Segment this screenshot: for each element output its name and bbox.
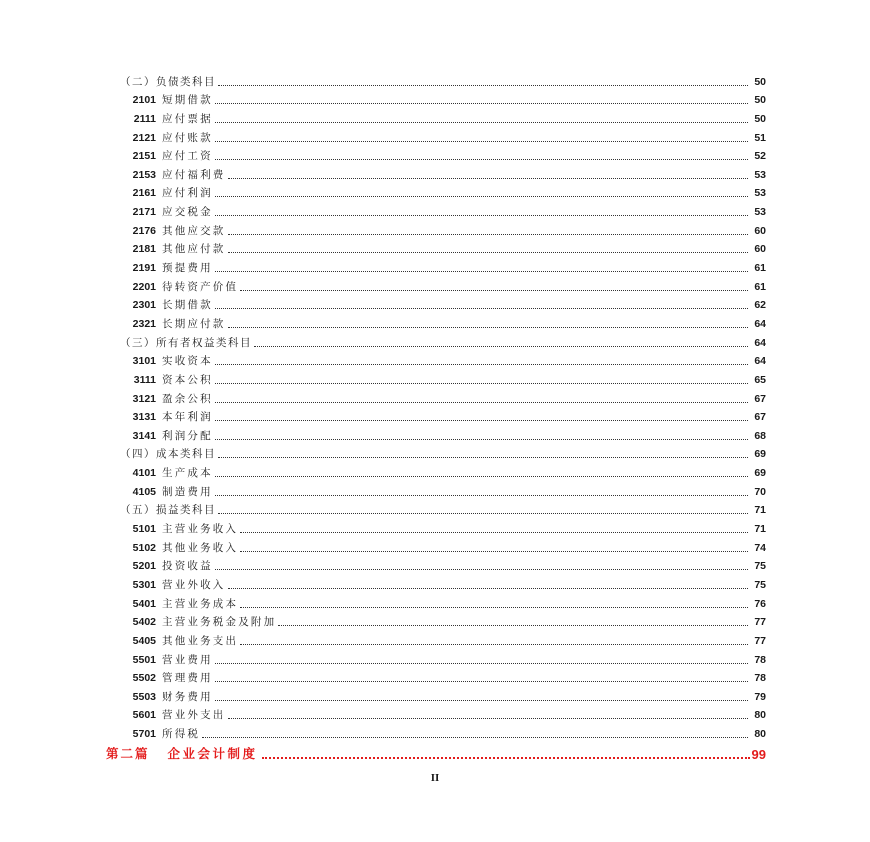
entry-title: 其他业务收入 [162, 541, 239, 554]
entry-title: 盈余公积 [162, 392, 213, 405]
account-code: 2301 [132, 299, 156, 312]
entry-title: （五）损益类科目 [120, 504, 216, 517]
entry-title: 短期借款 [162, 94, 213, 107]
account-code: 5503 [132, 690, 156, 703]
toc-section-entry[interactable] [120, 330, 766, 349]
entry-title: 生产成本 [162, 467, 213, 480]
account-code: 5201 [132, 560, 156, 573]
entry-title: 长期借款 [162, 299, 213, 312]
dot-leader [215, 382, 748, 384]
account-code: 4101 [132, 467, 156, 480]
entry-page-number: 77 [754, 634, 766, 647]
toc-section-entry[interactable] [120, 69, 766, 88]
dot-leader [215, 438, 748, 440]
entry-page-number: 53 [754, 168, 766, 181]
entry-title: 本年利润 [162, 411, 213, 424]
chapter-label: 第二篇 [106, 746, 150, 761]
account-code: 3121 [132, 392, 156, 405]
account-code: 5701 [132, 728, 156, 741]
entry-title: 应交税金 [162, 206, 213, 219]
dot-leader [215, 363, 748, 365]
account-code: 5402 [132, 616, 156, 629]
account-code: 5405 [132, 634, 156, 647]
entry-title: 投资收益 [162, 560, 213, 573]
account-code: 3101 [132, 355, 156, 368]
dot-leader [240, 550, 748, 552]
entry-page-number: 64 [754, 336, 766, 349]
account-code: 5502 [132, 672, 156, 685]
entry-page-number: 76 [754, 597, 766, 610]
dot-leader [215, 270, 748, 272]
account-code: 2171 [132, 206, 156, 219]
dot-leader [215, 140, 748, 142]
account-code: 2321 [132, 317, 156, 330]
dot-leader [254, 345, 748, 347]
toc-entry[interactable] [120, 610, 766, 629]
entry-page-number: 80 [754, 709, 766, 722]
entry-page-number: 69 [754, 448, 766, 461]
entry-page-number: 61 [754, 280, 766, 293]
account-code: 5301 [132, 578, 156, 591]
toc-entry[interactable] [120, 255, 766, 274]
toc-entry[interactable] [120, 572, 766, 591]
account-code: 5401 [132, 597, 156, 610]
toc-entry[interactable] [120, 144, 766, 163]
entry-page-number: 71 [754, 504, 766, 517]
dot-leader [215, 699, 748, 701]
account-code: 2161 [132, 187, 156, 200]
account-code: 5601 [132, 709, 156, 722]
entry-title: 其他应交款 [162, 224, 226, 237]
dot-leader [240, 606, 748, 608]
dot-leader [218, 84, 748, 86]
account-code: 5101 [132, 523, 156, 536]
toc-entry[interactable] [120, 274, 766, 293]
entry-title: 财务费用 [162, 690, 213, 703]
entry-page-number: 53 [754, 187, 766, 200]
entry-page-number: 50 [754, 94, 766, 107]
dot-leader [262, 756, 750, 759]
toc-entry[interactable] [120, 535, 766, 554]
dot-leader [215, 214, 748, 216]
entry-title: 主营业务税金及附加 [162, 616, 277, 629]
entry-page-number: 67 [754, 411, 766, 424]
dot-leader [215, 102, 748, 104]
entry-title: 预提费用 [162, 262, 213, 275]
entry-page-number: 74 [754, 541, 766, 554]
toc-section-entry[interactable] [120, 442, 766, 461]
toc-entry[interactable] [120, 721, 766, 740]
entry-title: 资本公积 [162, 373, 213, 386]
entry-page-number: 64 [754, 355, 766, 368]
entry-page-number: 78 [754, 653, 766, 666]
entry-page-number: 79 [754, 690, 766, 703]
entry-page-number: 50 [754, 112, 766, 125]
dot-leader [228, 717, 749, 719]
toc-entry[interactable] [120, 423, 766, 442]
toc-entry[interactable] [120, 367, 766, 386]
entry-page-number: 80 [754, 728, 766, 741]
toc-section-entry[interactable] [120, 498, 766, 517]
toc-entry[interactable] [120, 460, 766, 479]
entry-page-number: 78 [754, 672, 766, 685]
dot-leader [215, 158, 748, 160]
entry-title: 长期应付款 [162, 317, 226, 330]
entry-page-number: 52 [754, 150, 766, 163]
entry-title: 应付利润 [162, 187, 213, 200]
entry-title: 营业外支出 [162, 709, 226, 722]
account-code: 2201 [132, 280, 156, 293]
entry-title: 应付票据 [162, 112, 213, 125]
toc-entry[interactable] [120, 106, 766, 125]
dot-leader [215, 568, 748, 570]
account-code: 5501 [132, 653, 156, 666]
dot-leader [228, 233, 749, 235]
dot-leader [215, 121, 748, 123]
chapter-entry[interactable] [106, 744, 766, 762]
entry-page-number: 53 [754, 206, 766, 219]
toc-entry[interactable] [120, 311, 766, 330]
toc-entry[interactable] [120, 554, 766, 573]
dot-leader [240, 289, 748, 291]
toc-entry[interactable] [120, 647, 766, 666]
entry-page-number: 60 [754, 224, 766, 237]
account-code: 2101 [132, 94, 156, 107]
account-code: 2191 [132, 262, 156, 275]
dot-leader [215, 307, 748, 309]
entry-page-number: 61 [754, 262, 766, 275]
entry-title: （三）所有者权益类科目 [120, 336, 252, 349]
account-code: 3111 [133, 373, 156, 386]
entry-title: 利润分配 [162, 429, 213, 442]
entry-title: （四）成本类科目 [120, 448, 216, 461]
entry-title: （二）负债类科目 [120, 75, 216, 88]
account-code: 2153 [132, 168, 156, 181]
entry-page-number: 64 [754, 317, 766, 330]
entry-page-number: 70 [754, 485, 766, 498]
entry-page-number: 51 [754, 131, 766, 144]
dot-leader [215, 662, 748, 664]
toc-entry[interactable] [120, 162, 766, 181]
toc-entry[interactable] [120, 293, 766, 312]
account-code: 3131 [132, 411, 156, 424]
entry-page-number: 62 [754, 299, 766, 312]
toc-entry[interactable] [120, 591, 766, 610]
entry-title: 主营业务收入 [162, 523, 239, 536]
account-code: 2111 [133, 112, 156, 125]
dot-leader [218, 512, 748, 514]
toc-entry[interactable] [120, 703, 766, 722]
entry-title: 其他业务支出 [162, 634, 239, 647]
entry-page-number: 75 [754, 578, 766, 591]
account-code: 2121 [132, 131, 156, 144]
entry-page-number: 67 [754, 392, 766, 405]
chapter-page-number: 99 [751, 747, 766, 762]
dot-leader [215, 195, 748, 197]
entry-page-number: 68 [754, 429, 766, 442]
entry-page-number: 77 [754, 616, 766, 629]
entry-title: 其他应付款 [162, 243, 226, 256]
entry-title: 营业外收入 [162, 578, 226, 591]
toc-entry[interactable] [120, 516, 766, 535]
entry-title: 主营业务成本 [162, 597, 239, 610]
dot-leader [202, 736, 748, 738]
entry-title: 待转资产价值 [162, 280, 239, 293]
toc-entry[interactable] [120, 666, 766, 685]
page-number: II [430, 772, 440, 784]
account-code: 2181 [132, 243, 156, 256]
entry-title: 实收资本 [162, 355, 213, 368]
toc-entry[interactable] [120, 218, 766, 237]
entry-title: 管理费用 [162, 672, 213, 685]
entry-page-number: 65 [754, 373, 766, 386]
toc-entry[interactable] [120, 479, 766, 498]
toc-entry[interactable] [120, 386, 766, 405]
table-of-contents [120, 69, 766, 740]
account-code: 5102 [132, 541, 156, 554]
entry-page-number: 69 [754, 467, 766, 480]
dot-leader [228, 587, 749, 589]
dot-leader [228, 326, 749, 328]
toc-entry[interactable] [120, 237, 766, 256]
account-code: 3141 [132, 429, 156, 442]
dot-leader [215, 475, 748, 477]
dot-leader [228, 251, 749, 253]
dot-leader [278, 624, 748, 626]
dot-leader [228, 177, 749, 179]
dot-leader [218, 456, 748, 458]
chapter-title: 企业会计制度 [167, 746, 258, 761]
dot-leader [215, 494, 748, 496]
entry-title: 制造费用 [162, 485, 213, 498]
toc-entry[interactable] [120, 628, 766, 647]
dot-leader [215, 401, 748, 403]
toc-entry[interactable] [120, 684, 766, 703]
dot-leader [240, 643, 748, 645]
entry-title: 应付工资 [162, 150, 213, 163]
dot-leader [240, 531, 748, 533]
toc-entry[interactable] [120, 88, 766, 107]
entry-page-number: 60 [754, 243, 766, 256]
entry-page-number: 75 [754, 560, 766, 573]
account-code: 2176 [132, 224, 156, 237]
toc-entry[interactable] [120, 199, 766, 218]
dot-leader [215, 419, 748, 421]
toc-entry[interactable] [120, 181, 766, 200]
entry-page-number: 50 [754, 75, 766, 88]
toc-entry[interactable] [120, 405, 766, 424]
entry-title: 应付福利费 [162, 168, 226, 181]
dot-leader [215, 680, 748, 682]
account-code: 4105 [132, 485, 156, 498]
toc-entry[interactable] [120, 125, 766, 144]
toc-entry[interactable] [120, 349, 766, 368]
entry-title: 所得税 [162, 728, 201, 741]
entry-title: 营业费用 [162, 653, 213, 666]
account-code: 2151 [132, 150, 156, 163]
entry-title: 应付账款 [162, 131, 213, 144]
entry-page-number: 71 [754, 523, 766, 536]
